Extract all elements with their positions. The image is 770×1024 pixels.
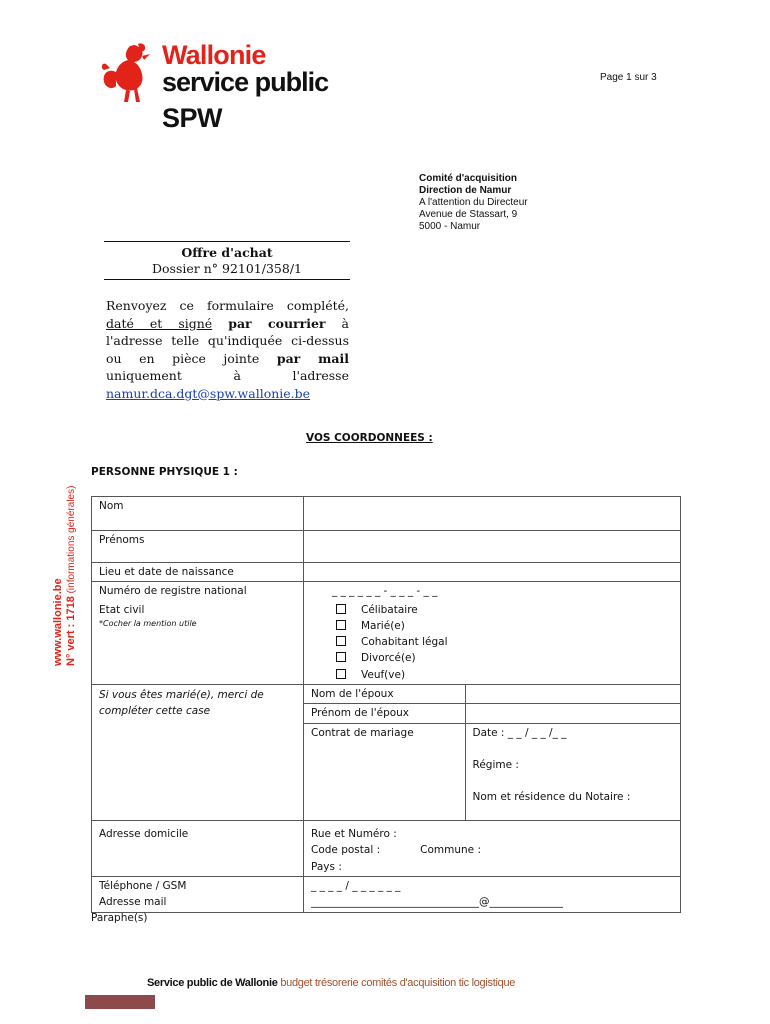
checkbox-icon[interactable] bbox=[336, 669, 346, 679]
commune-field[interactable]: Commune : bbox=[420, 844, 481, 857]
document-title bbox=[104, 241, 350, 280]
option-label: Marié(e) bbox=[361, 619, 405, 632]
side-info bbox=[52, 486, 78, 666]
logo-line-wallonie: Wallonie bbox=[162, 40, 266, 70]
recipient-address bbox=[419, 173, 528, 233]
label-marie-note: Si vous êtes marié(e), merci de compléter cette case bbox=[92, 685, 304, 821]
title-main: Offre d'achat bbox=[181, 245, 273, 260]
label-contrat: Contrat de mariage bbox=[304, 723, 465, 820]
mail-field[interactable]: ________________________________@______________ bbox=[311, 896, 563, 909]
instruction-text bbox=[212, 316, 228, 331]
cocher-note: *Cocher la mention utile bbox=[99, 618, 197, 628]
section-title: VOS COORDONNEES : bbox=[306, 432, 433, 444]
checkbox-icon[interactable] bbox=[336, 620, 346, 630]
instruction-text: uniquement à l'adresse bbox=[106, 368, 349, 383]
label-prenom-epoux: Prénom de l'époux bbox=[304, 704, 465, 723]
address-line: Avenue de Stassart, 9 bbox=[419, 209, 518, 220]
code-postal-field[interactable]: Code postal : bbox=[311, 844, 381, 857]
contrat-regime-field[interactable]: Régime : bbox=[472, 758, 519, 771]
dossier-number: Dossier n° 92101/358/1 bbox=[152, 261, 302, 276]
adresse-fields bbox=[304, 821, 681, 877]
registre-field[interactable]: _ _ _ _ _ _ - _ _ _ - _ _ bbox=[304, 582, 681, 601]
address-line: Direction de Namur bbox=[419, 185, 512, 196]
telephone-field[interactable]: _ _ _ _ / _ _ _ _ _ _ bbox=[311, 880, 401, 893]
label-nom: Nom bbox=[92, 497, 304, 531]
nom-epoux-field[interactable] bbox=[465, 685, 680, 704]
address-line: Comité d'acquisition bbox=[419, 173, 517, 184]
coordinates-form bbox=[91, 496, 681, 913]
green-number: N° vert : 1718 bbox=[65, 596, 77, 666]
checkbox-icon[interactable] bbox=[336, 652, 346, 662]
checkbox-icon[interactable] bbox=[336, 636, 346, 646]
label-prenoms: Prénoms bbox=[92, 531, 304, 563]
label-adresse-mail: Adresse mail bbox=[99, 896, 167, 909]
option-label: Cohabitant légal bbox=[361, 636, 448, 649]
page-indicator: Page 1 sur 3 bbox=[600, 72, 657, 83]
prenoms-field[interactable] bbox=[304, 531, 681, 563]
nom-field[interactable] bbox=[304, 497, 681, 531]
contrat-details bbox=[465, 723, 680, 820]
option-cohabitant[interactable] bbox=[311, 634, 673, 650]
instruction-text: Renvoyez ce formulaire complété, bbox=[106, 298, 349, 313]
instructions-paragraph bbox=[106, 297, 349, 402]
option-label: Célibataire bbox=[361, 603, 418, 616]
contrat-notaire-field[interactable]: Nom et résidence du Notaire : bbox=[472, 791, 631, 804]
label-nom-epoux: Nom de l'époux bbox=[304, 685, 465, 704]
email-link[interactable]: namur.dca.dgt@spw.wallonie.be bbox=[106, 385, 311, 401]
contrat-date-field[interactable]: Date : _ _ / _ _ /_ _ bbox=[472, 726, 567, 739]
address-line: 5000 - Namur bbox=[419, 221, 481, 232]
option-label: Veuf(ve) bbox=[361, 668, 406, 681]
green-number-note: (informations générales) bbox=[66, 485, 77, 597]
rue-field[interactable]: Rue et Numéro : bbox=[311, 828, 397, 841]
rooster-icon bbox=[100, 42, 162, 104]
label-lieu-date: Lieu et date de naissance bbox=[92, 563, 304, 582]
footer-departments: budget trésorerie comités d'acquisition tic logistique bbox=[277, 977, 516, 989]
option-veuf[interactable] bbox=[311, 667, 673, 683]
checkbox-icon[interactable] bbox=[336, 604, 346, 614]
lieu-date-field[interactable] bbox=[304, 563, 681, 582]
footer bbox=[147, 977, 515, 989]
instruction-text: à l'adresse telle qu'indiquée ci-dessus ou en pièce jointe bbox=[106, 315, 349, 366]
person-title: PERSONNE PHYSIQUE 1 : bbox=[91, 466, 238, 478]
instruction-text-bold: par courrier bbox=[228, 315, 326, 331]
paraphe-label: Paraphe(s) bbox=[91, 912, 148, 924]
logo-line-service-public: service public bbox=[162, 67, 329, 97]
instruction-text-underlined: daté et signé bbox=[106, 315, 213, 331]
instruction-text-bold: par mail bbox=[276, 350, 349, 366]
option-celibataire[interactable] bbox=[311, 602, 673, 618]
label-adresse-domicile: Adresse domicile bbox=[92, 821, 304, 877]
pays-field[interactable]: Pays : bbox=[311, 860, 342, 873]
spw-logo bbox=[100, 40, 370, 140]
spouse-subtable bbox=[304, 685, 680, 820]
prenom-epoux-field[interactable] bbox=[465, 704, 680, 723]
footer-org: Service public de Wallonie bbox=[147, 977, 278, 989]
label-telephone: Téléphone / GSM bbox=[99, 880, 187, 893]
etat-civil-options bbox=[304, 601, 681, 685]
label-etat-civil: Etat civil bbox=[99, 603, 145, 616]
option-marie[interactable] bbox=[311, 618, 673, 634]
logo-line-spw: SPW bbox=[162, 103, 223, 133]
footer-bar bbox=[85, 995, 155, 1009]
label-registre: Numéro de registre national bbox=[92, 582, 304, 601]
address-line: A l'attention du Directeur bbox=[419, 197, 528, 208]
website-link[interactable]: www.wallonie.be bbox=[52, 578, 64, 666]
option-divorce[interactable] bbox=[311, 650, 673, 666]
option-label: Divorcé(e) bbox=[361, 652, 416, 665]
